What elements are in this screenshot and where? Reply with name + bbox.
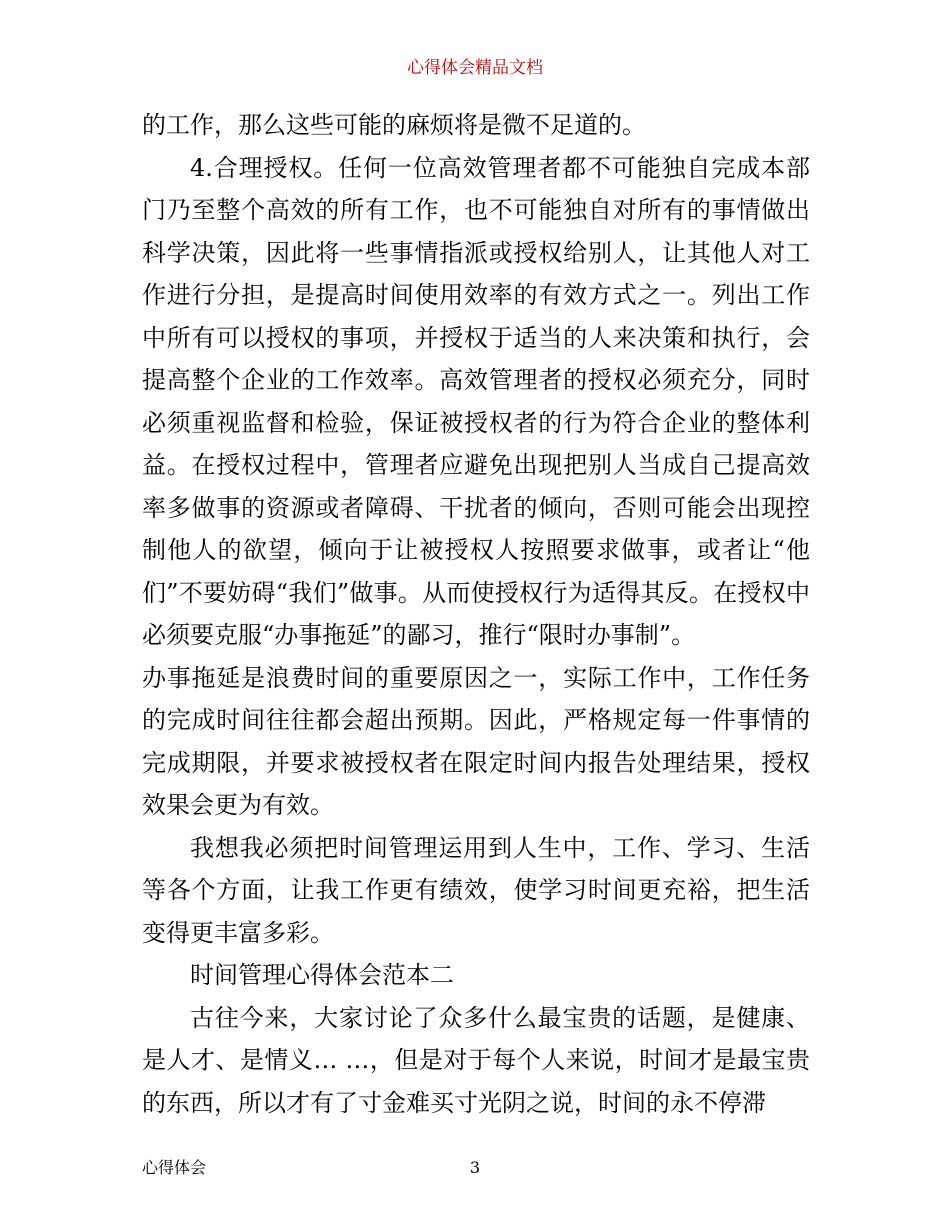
- footer-label: 心得体会: [142, 1158, 207, 1177]
- document-body: [142, 104, 810, 1124]
- paragraph-sample-two-intro: 古往今来，大家讨论了众多什么最宝贵的话题，是健康、是人才、是情义… …，但是对于每个人来说，时间才是最宝贵的东西，所以才有了寸金难买寸光阴之说，时间的永不停滞: [142, 1003, 810, 1117]
- paragraph-continuation: 的工作，那么这些可能的麻烦将是微不足道的。: [142, 111, 646, 139]
- page-number: 3: [469, 1158, 481, 1177]
- section-heading-sample-two: 时间管理心得体会范本二: [190, 961, 454, 989]
- page-header-title: 心得体会精品文档: [407, 58, 543, 78]
- paragraph-conclusion: 我想我必须把时间管理运用到人生中，工作、学习、生活等各个方面，让我工作更有绩效，使学习时间更充裕，把生活变得更丰富多彩。: [142, 833, 810, 947]
- paragraph-procrastination: 办事拖延是浪费时间的重要原因之一，实际工作中，工作任务的完成时间往往都会超出预期。因此，严格规定每一件事情的完成期限，并要求被授权者在限定时间内报告处理结果，授权效果会更为有效。: [142, 663, 810, 819]
- paragraph-delegation: 4.合理授权。任何一位高效管理者都不可能独自完成本部门乃至整个高效的所有工作，也不可能独自对所有的事情做出科学决策，因此将一些事情指派或授权给别人，让其他人对工作进行分担，是提高时间使用效率的有效方式之一。列出工作中所有可以授权的事项，并授权于适当的人来决策和执行，会提高整个企业的工作效率。高效管理者的授权必须充分，同时必须重视监督和检验，保证被授权者的行为符合企业的整体利益。在授权过程中，管理者应避免出现把别人当成自己提高效率多做事的资源或者障碍、干扰者的倾向，否则可能会出现控制他人的欲望，倾向于让被授权人按照要求做事，或者让“他们”不要妨碍“我们”做事。从而使授权行为适得其反。在授权中必须要克服“办事拖延”的鄙习，推行“限时办事制”。: [142, 153, 810, 649]
